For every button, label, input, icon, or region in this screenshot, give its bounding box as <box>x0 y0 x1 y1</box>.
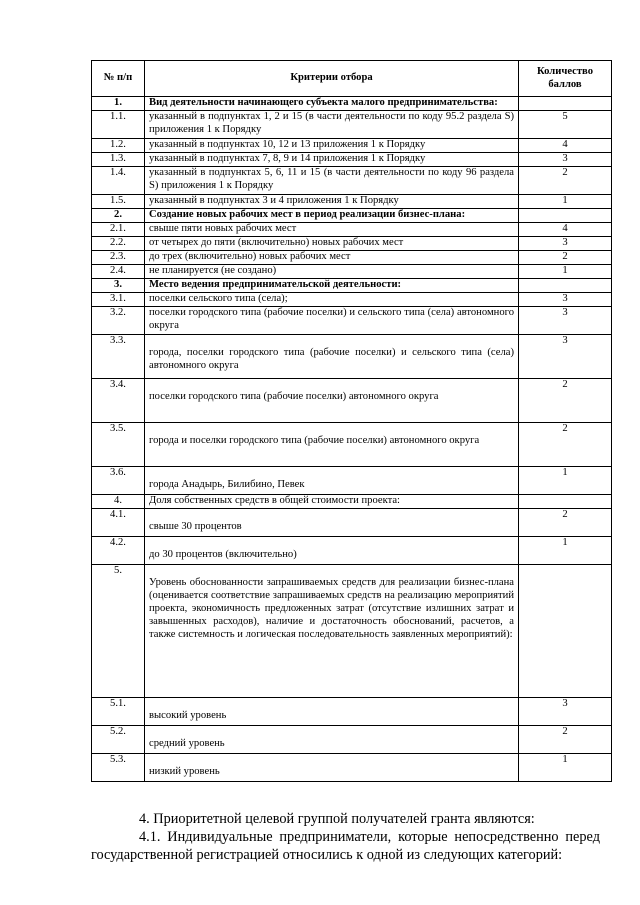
table-row <box>92 209 612 223</box>
row-criterion <box>145 251 519 265</box>
criterion-text: указанный в подпунктах 5, 6, 11 и 15 (в части деятельности по коду 96 раздела S) приложения 1 к Порядку <box>149 167 514 191</box>
table-row <box>92 423 612 467</box>
header-criteria: Критерии отбора <box>145 61 519 97</box>
row-score: 5 <box>519 111 612 139</box>
criterion-text: поселки сельского типа (села); <box>149 293 288 304</box>
row-criterion <box>145 237 519 251</box>
criterion-text: Уровень обоснованности запрашиваемых средств для реализации бизнес-плана (оценивается соответствие запрашиваемых средств на реализацию мероприятий проекта, экономичность предложенных затрат (отсутствие излишних затрат и завышенных расходов), наличие и достаточность обоснований, расчетов, а также системность и логическая последовательность заявленных мероприятий): <box>149 577 514 640</box>
row-score: 1 <box>519 537 612 565</box>
row-criterion <box>145 495 519 509</box>
criterion-text: высокий уровень <box>149 710 227 721</box>
row-criterion <box>145 195 519 209</box>
criterion-text: свыше 30 процентов <box>149 521 242 532</box>
criterion-text: Создание новых рабочих мест в период реализации бизнес-плана: <box>149 209 466 220</box>
row-criterion <box>145 139 519 153</box>
criterion-text: Вид деятельности начинающего субъекта малого предпринимательства: <box>149 97 498 108</box>
table-row <box>92 307 612 335</box>
row-number: 1.1. <box>92 111 145 139</box>
row-number: 3.4. <box>92 379 145 423</box>
row-criterion <box>145 223 519 237</box>
row-score <box>519 279 612 293</box>
table-row <box>92 167 612 195</box>
row-criterion <box>145 565 519 698</box>
row-criterion <box>145 423 519 467</box>
row-number: 2.3. <box>92 251 145 265</box>
row-number: 1.4. <box>92 167 145 195</box>
row-number: 4.2. <box>92 537 145 565</box>
table-row <box>92 279 612 293</box>
row-number: 2. <box>92 209 145 223</box>
row-number: 3.1. <box>92 293 145 307</box>
row-score: 3 <box>519 335 612 379</box>
row-criterion <box>145 293 519 307</box>
row-score: 1 <box>519 467 612 495</box>
table-row <box>92 537 612 565</box>
row-number: 1. <box>92 97 145 111</box>
criterion-text: низкий уровень <box>149 766 220 777</box>
row-number: 3.5. <box>92 423 145 467</box>
table-row <box>92 195 612 209</box>
row-score: 2 <box>519 423 612 467</box>
row-criterion <box>145 153 519 167</box>
criterion-text: указанный в подпунктах 3 и 4 приложения 1 к Порядку <box>149 195 399 206</box>
table-row <box>92 153 612 167</box>
table-row <box>92 265 612 279</box>
row-criterion <box>145 265 519 279</box>
criterion-text: Доля собственных средств в общей стоимости проекта: <box>149 495 400 506</box>
table-row <box>92 754 612 782</box>
row-criterion <box>145 97 519 111</box>
paragraph-4-1: 4.1. Индивидуальные предприниматели, которые непосредственно перед государственной регистрацией относились к одной из следующих категорий: <box>91 828 600 863</box>
criterion-text: средний уровень <box>149 738 225 749</box>
row-number: 3. <box>92 279 145 293</box>
table-row <box>92 139 612 153</box>
header-score: Количество баллов <box>519 61 612 97</box>
table-row <box>92 509 612 537</box>
criterion-text: указанный в подпунктах 1, 2 и 15 (в части деятельности по коду 95.2 раздела S) приложения 1 к Порядку <box>149 111 514 135</box>
row-score <box>519 209 612 223</box>
table-row <box>92 495 612 509</box>
criterion-text: указанный в подпунктах 10, 12 и 13 приложения 1 к Порядку <box>149 139 426 150</box>
table-row <box>92 379 612 423</box>
table-row <box>92 698 612 726</box>
row-score: 1 <box>519 195 612 209</box>
table-row <box>92 293 612 307</box>
row-score: 2 <box>519 509 612 537</box>
row-score: 4 <box>519 139 612 153</box>
table-row <box>92 565 612 698</box>
table-row <box>92 467 612 495</box>
row-number: 2.2. <box>92 237 145 251</box>
table-row <box>92 237 612 251</box>
row-score: 3 <box>519 153 612 167</box>
row-score: 3 <box>519 307 612 335</box>
row-score: 4 <box>519 223 612 237</box>
criterion-text: не планируется (не создано) <box>149 265 277 276</box>
row-number: 1.2. <box>92 139 145 153</box>
row-score: 2 <box>519 167 612 195</box>
criterion-text: указанный в подпунктах 7, 8, 9 и 14 приложения 1 к Порядку <box>149 153 426 164</box>
criterion-text: до трех (включительно) новых рабочих мест <box>149 251 351 262</box>
criterion-text: от четырех до пяти (включительно) новых рабочих мест <box>149 237 404 248</box>
row-criterion <box>145 379 519 423</box>
table-row <box>92 335 612 379</box>
row-number: 1.5. <box>92 195 145 209</box>
header-num: № п/п <box>92 61 145 97</box>
row-criterion <box>145 726 519 754</box>
row-criterion <box>145 467 519 495</box>
criterion-text: города и поселки городского типа (рабочие поселки) автономного округа <box>149 435 480 446</box>
row-score: 1 <box>519 754 612 782</box>
row-score <box>519 97 612 111</box>
row-number: 5.2. <box>92 726 145 754</box>
row-number: 4.1. <box>92 509 145 537</box>
row-criterion <box>145 111 519 139</box>
table-header-row <box>92 61 612 97</box>
row-number: 3.3. <box>92 335 145 379</box>
row-score: 3 <box>519 698 612 726</box>
row-criterion <box>145 509 519 537</box>
row-criterion <box>145 754 519 782</box>
criterion-text: до 30 процентов (включительно) <box>149 549 297 560</box>
row-score <box>519 565 612 698</box>
row-number: 5.1. <box>92 698 145 726</box>
table-row <box>92 251 612 265</box>
row-number: 5.3. <box>92 754 145 782</box>
row-number: 2.4. <box>92 265 145 279</box>
row-number: 3.2. <box>92 307 145 335</box>
criterion-text: города, поселки городского типа (рабочие поселки) и сельского типа (села) автономного округа <box>149 347 514 371</box>
row-score: 1 <box>519 265 612 279</box>
table-row <box>92 223 612 237</box>
row-number: 4. <box>92 495 145 509</box>
row-criterion <box>145 537 519 565</box>
criterion-text: свыше пяти новых рабочих мест <box>149 223 297 234</box>
body-text <box>91 811 600 865</box>
row-criterion <box>145 335 519 379</box>
row-score: 3 <box>519 293 612 307</box>
row-number: 3.6. <box>92 467 145 495</box>
criterion-text: поселки городского типа (рабочие поселки) автономного округа <box>149 391 439 402</box>
criterion-text: поселки городского типа (рабочие поселки) и сельского типа (села) автономного округа <box>149 307 514 331</box>
row-score: 2 <box>519 251 612 265</box>
row-number: 5. <box>92 565 145 698</box>
criteria-table <box>91 60 612 782</box>
paragraph-4: 4. Приоритетной целевой группой получателей гранта являются: <box>139 811 535 827</box>
row-criterion <box>145 698 519 726</box>
table-body <box>92 97 612 782</box>
row-number: 1.3. <box>92 153 145 167</box>
row-score <box>519 495 612 509</box>
row-criterion <box>145 167 519 195</box>
row-score: 2 <box>519 726 612 754</box>
row-criterion <box>145 209 519 223</box>
row-score: 3 <box>519 237 612 251</box>
table-row <box>92 97 612 111</box>
row-number: 2.1. <box>92 223 145 237</box>
table-row <box>92 111 612 139</box>
row-criterion <box>145 279 519 293</box>
table-row <box>92 726 612 754</box>
row-criterion <box>145 307 519 335</box>
criterion-text: города Анадырь, Билибино, Певек <box>149 479 305 490</box>
row-score: 2 <box>519 379 612 423</box>
criterion-text: Место ведения предпринимательской деятельности: <box>149 279 402 290</box>
